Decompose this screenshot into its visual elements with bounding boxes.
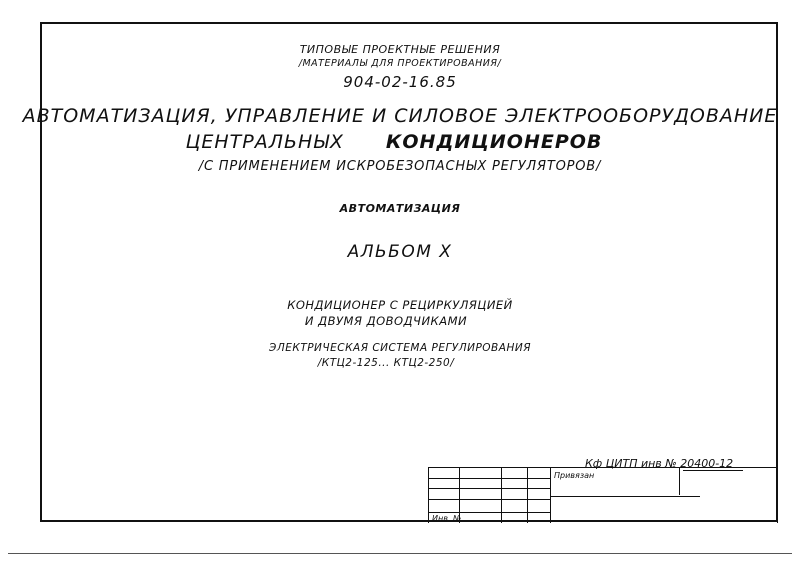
title-block-divider (527, 468, 528, 523)
album-title: АЛЬБОМ X (347, 242, 453, 262)
series-title: ТИПОВЫЕ ПРОЕКТНЫЕ РЕШЕНИЯ (299, 43, 501, 56)
system-line2: /КТЦ2-125... КТЦ2-250/ (317, 357, 455, 369)
title-block-row (429, 488, 550, 489)
attached-label: Привязан (554, 471, 595, 480)
main-title-line2-a: ЦЕНТРАЛЬНЫХ (185, 131, 344, 153)
title-block-row (429, 499, 550, 500)
inventory-stamp: Кф ЦИТП инв № 20400-12 (585, 457, 734, 470)
title-block (428, 467, 778, 523)
title-block-row (429, 478, 550, 479)
section-title: АВТОМАТИЗАЦИЯ (339, 202, 461, 215)
materials-subtitle: /МАТЕРИАЛЫ ДЛЯ ПРОЕКТИРОВАНИЯ/ (298, 58, 502, 69)
main-title-line2-b: КОНДИЦИОНЕРОВ (385, 131, 603, 153)
title-block-row (429, 512, 550, 513)
main-title-line2 (0, 133, 794, 152)
description-line2: И ДВУМЯ ДОВОДЧИКАМИ (304, 314, 468, 328)
page-bottom-edge (8, 553, 792, 554)
title-block-divider (679, 468, 680, 495)
system-line1: ЭЛЕКТРИЧЕСКАЯ СИСТЕМА РЕГУЛИРОВАНИЯ (269, 342, 531, 354)
project-code: 904-02-16.85 (343, 73, 457, 91)
description-line1: КОНДИЦИОНЕР С РЕЦИРКУЛЯЦИЕЙ (287, 298, 513, 312)
main-title-line3: /С ПРИМЕНЕНИЕМ ИСКРОБЕЗОПАСНЫХ РЕГУЛЯТОРОВ/ (198, 159, 602, 174)
title-block-divider (501, 468, 502, 523)
main-title-line1: АВТОМАТИЗАЦИЯ, УПРАВЛЕНИЕ И СИЛОВОЕ ЭЛЕКТРООБОРУДОВАНИЕ (22, 105, 778, 127)
title-block-row (550, 496, 700, 497)
sheet-frame (40, 22, 778, 522)
inventory-label: Инв. № (432, 514, 462, 523)
